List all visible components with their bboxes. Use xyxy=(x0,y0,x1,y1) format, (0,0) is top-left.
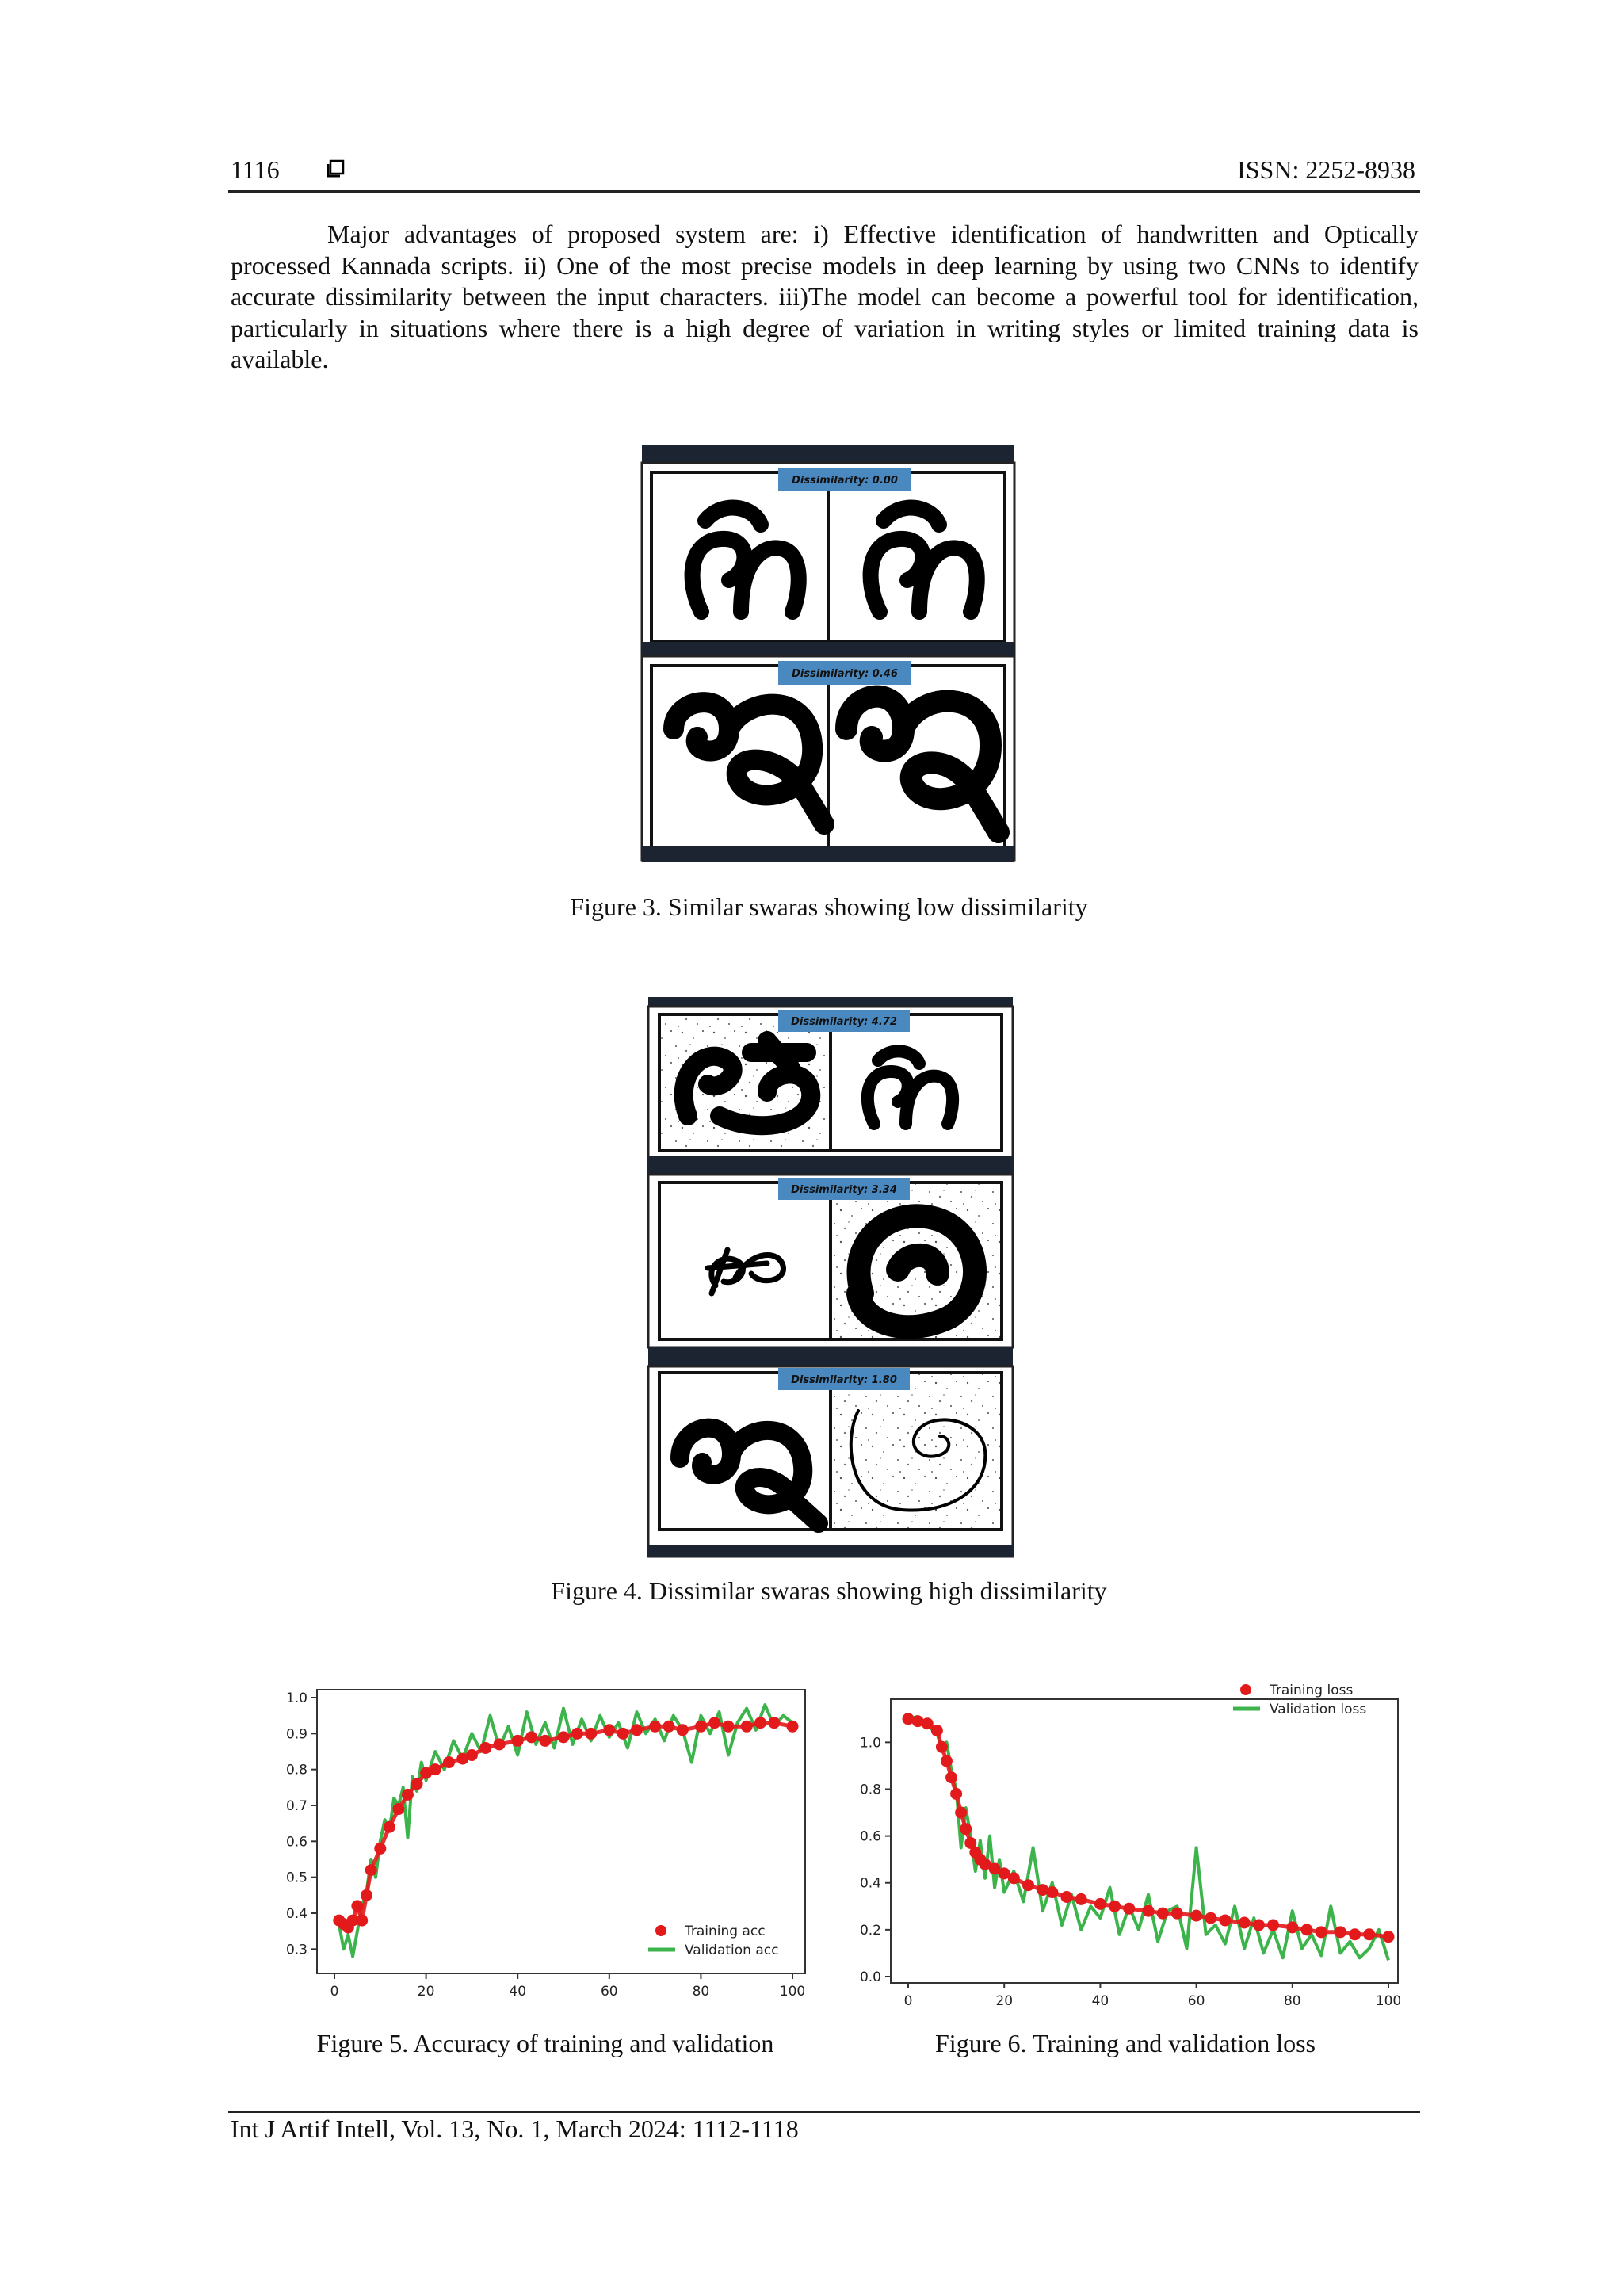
data-point xyxy=(351,1900,363,1912)
data-point xyxy=(663,1721,674,1733)
data-point xyxy=(1075,1893,1087,1905)
data-point xyxy=(411,1778,423,1790)
x-tick-label: 100 xyxy=(779,1984,806,2000)
data-point xyxy=(1157,1908,1169,1920)
y-tick-label: 0.6 xyxy=(285,1834,307,1851)
data-point xyxy=(1008,1872,1020,1884)
data-point xyxy=(741,1721,753,1733)
y-tick-label: 0.5 xyxy=(285,1870,307,1886)
data-point xyxy=(1022,1879,1034,1891)
figure-3-panel-2-label: Dissimilarity: 0.46 xyxy=(792,668,898,680)
square-bullet-icon xyxy=(327,160,344,178)
x-tick-label: 20 xyxy=(995,1993,1014,2009)
figure-3-panel-1 xyxy=(642,445,1014,655)
data-point xyxy=(695,1721,707,1733)
figure-4-caption: Figure 4. Dissimilar swaras showing high dissimilarity xyxy=(551,1576,1107,1605)
data-point xyxy=(1143,1905,1155,1917)
x-tick-label: 40 xyxy=(509,1984,527,2000)
data-point xyxy=(1219,1915,1231,1927)
journal-footer: Int J Artif Intell, Vol. 13, No. 1, March 2024: 1112-1118 xyxy=(231,2115,799,2143)
data-point xyxy=(1286,1921,1298,1933)
data-point xyxy=(1094,1898,1106,1910)
data-point xyxy=(402,1789,414,1801)
x-tick-label: 20 xyxy=(417,1984,435,2000)
data-point xyxy=(479,1742,491,1754)
data-point xyxy=(1253,1919,1265,1931)
y-tick-label: 0.4 xyxy=(285,1906,307,1922)
header-rule xyxy=(228,190,1420,193)
figure-4-panel-2-label: Dissimilarity: 3.34 xyxy=(791,1184,897,1196)
footer-rule xyxy=(228,2111,1420,2113)
data-point xyxy=(1123,1903,1135,1915)
figure-4-panel-3-label: Dissimilarity: 1.80 xyxy=(791,1374,897,1386)
data-point xyxy=(1060,1891,1072,1903)
data-point xyxy=(1335,1926,1346,1938)
data-point xyxy=(945,1771,957,1783)
figure-4-panel-2 xyxy=(648,1175,1013,1347)
x-tick-label: 40 xyxy=(1091,1993,1109,2009)
data-point xyxy=(931,1725,943,1736)
data-point xyxy=(754,1717,766,1729)
data-point xyxy=(585,1728,597,1740)
x-tick-label: 0 xyxy=(903,1993,913,2009)
data-point xyxy=(571,1728,583,1740)
data-point xyxy=(384,1821,395,1833)
y-tick-label: 1.0 xyxy=(285,1690,307,1706)
data-point xyxy=(1109,1901,1121,1912)
y-tick-label: 0.6 xyxy=(859,1828,881,1845)
data-point xyxy=(1205,1912,1216,1924)
body-paragraph: Major advantages of proposed system are: i) Effective identification of handwritten and Optically processed Kannada scripts. ii) One of the most precise models in deep learning by using two CNNs to identify accurate dissimilarity between the input characters. iii)The model can become a powerful tool for identification, particularly in situations where there is a high degree of variation in writing styles or limited training data is available. xyxy=(231,220,1419,373)
data-point xyxy=(443,1756,455,1768)
data-point xyxy=(708,1717,720,1729)
data-point xyxy=(1239,1917,1251,1929)
data-point xyxy=(677,1724,689,1736)
data-point xyxy=(365,1864,377,1876)
data-point xyxy=(936,1741,948,1753)
data-point xyxy=(649,1721,661,1733)
y-tick-label: 0.0 xyxy=(859,1969,881,1985)
data-point xyxy=(466,1749,478,1761)
legend-label: Validation loss xyxy=(1270,1702,1367,1717)
data-point xyxy=(494,1738,506,1750)
legend-label: Training acc xyxy=(685,1924,766,1939)
data-point xyxy=(512,1735,524,1747)
issn: ISSN: 2252-8938 xyxy=(1237,155,1415,184)
data-point xyxy=(1363,1928,1375,1940)
x-tick-label: 60 xyxy=(600,1984,618,2000)
figure-5-chart xyxy=(276,1674,815,2000)
y-tick-label: 0.8 xyxy=(285,1762,307,1778)
figure-6-caption: Figure 6. Training and validation loss xyxy=(935,2029,1316,2057)
legend-marker-dot xyxy=(655,1925,666,1936)
legend-label: Validation acc xyxy=(685,1943,779,1958)
data-point xyxy=(787,1721,799,1733)
x-tick-label: 60 xyxy=(1187,1993,1205,2009)
figure-3-panel-1-label: Dissimilarity: 0.00 xyxy=(792,475,898,487)
x-tick-label: 80 xyxy=(1283,1993,1301,2009)
data-point xyxy=(361,1889,372,1901)
data-point xyxy=(950,1788,962,1800)
figure-4-panel-1-label: Dissimilarity: 4.72 xyxy=(791,1016,897,1028)
data-point xyxy=(1046,1886,1058,1898)
figure-4-panel-1 xyxy=(648,997,1013,1175)
data-point xyxy=(558,1731,570,1743)
data-point xyxy=(392,1803,404,1815)
x-tick-label: 100 xyxy=(1375,1993,1402,2009)
data-point xyxy=(922,1717,934,1729)
data-point xyxy=(1267,1919,1279,1931)
figure-3-caption: Figure 3. Similar swaras showing low dissimilarity xyxy=(570,892,1088,921)
data-point xyxy=(617,1728,629,1740)
data-point xyxy=(1190,1910,1202,1922)
y-tick-label: 0.7 xyxy=(285,1798,307,1814)
data-point xyxy=(960,1823,972,1835)
legend-marker-dot xyxy=(1240,1684,1251,1695)
y-tick-label: 0.9 xyxy=(285,1726,307,1743)
legend-label: Training loss xyxy=(1270,1683,1354,1698)
data-point xyxy=(768,1717,780,1729)
y-tick-label: 0.4 xyxy=(859,1875,881,1892)
x-tick-label: 80 xyxy=(692,1984,710,2000)
data-point xyxy=(723,1721,735,1733)
data-point xyxy=(539,1735,551,1747)
data-point xyxy=(374,1843,386,1855)
data-point xyxy=(430,1763,441,1775)
data-point xyxy=(1316,1926,1327,1938)
figure-3 xyxy=(642,445,1014,867)
data-point xyxy=(356,1915,368,1927)
x-tick-label: 0 xyxy=(330,1984,339,2000)
data-point xyxy=(1383,1931,1395,1943)
figure-3-panel-2 xyxy=(642,642,1014,862)
data-point xyxy=(1171,1908,1183,1920)
figure-6-chart xyxy=(848,1674,1403,2009)
figure-4-panel-3 xyxy=(648,1347,1013,1557)
figure-5-caption: Figure 5. Accuracy of training and validation xyxy=(316,2029,774,2057)
data-point xyxy=(603,1724,615,1736)
y-tick-label: 0.3 xyxy=(285,1942,307,1958)
y-tick-label: 1.0 xyxy=(859,1735,881,1752)
y-tick-label: 0.8 xyxy=(859,1782,881,1798)
page-number: 1116 xyxy=(231,155,280,184)
data-point xyxy=(1300,1924,1312,1935)
data-point xyxy=(941,1755,953,1767)
figure-4 xyxy=(648,997,1013,1557)
loss-chart xyxy=(848,1674,1403,2009)
accuracy-chart xyxy=(276,1674,815,2000)
data-point xyxy=(955,1807,967,1819)
y-tick-label: 0.2 xyxy=(859,1922,881,1939)
data-point xyxy=(1349,1928,1361,1940)
data-point xyxy=(525,1731,537,1743)
data-point xyxy=(631,1724,643,1736)
